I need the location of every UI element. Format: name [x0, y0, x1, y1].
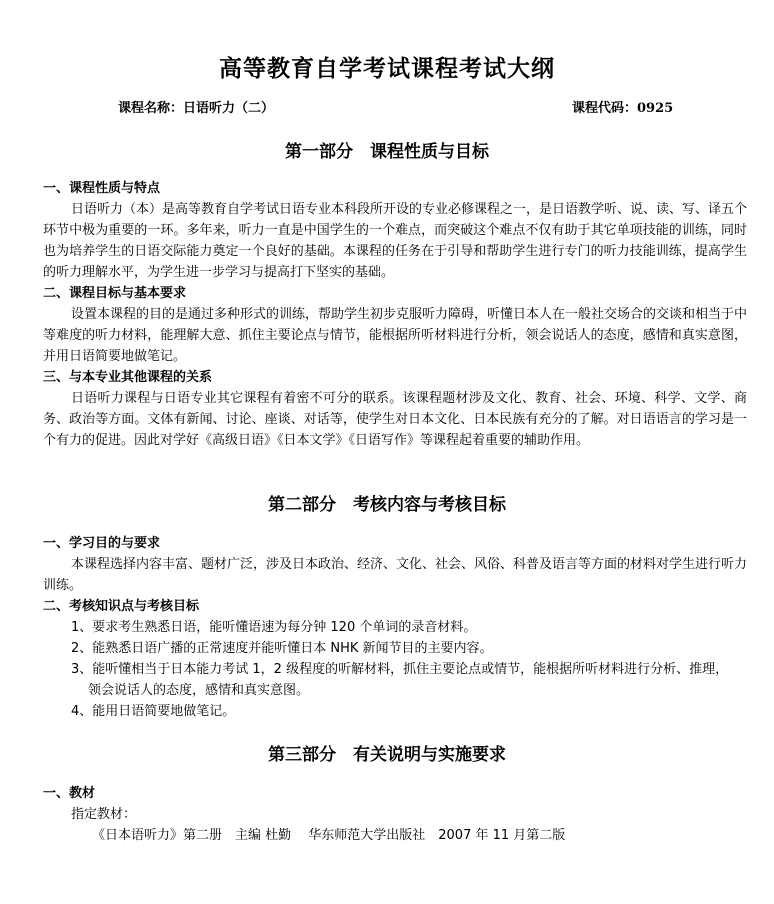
list-item — [71, 659, 747, 701]
part1-section2-heading: 二、课程目标与基本要求 — [43, 286, 187, 301]
textbook-label: 指定教材： — [71, 807, 137, 822]
list-item-continuation: 领会说话人的态度，感情和真实意图。 — [88, 683, 310, 698]
part2-section1-heading: 一、学习目的与要求 — [43, 536, 161, 551]
part1-section1-heading: 一、课程性质与特点 — [43, 181, 161, 196]
part2-heading: 第二部分 考核内容与考核目标 — [268, 495, 506, 515]
list-item: 1、要求考生熟悉日语，能听懂语速为每分钟 120 个单词的录音材料。 — [71, 620, 477, 635]
part2-section2-heading: 二、考核知识点与考核目标 — [43, 599, 200, 614]
part3-section1-heading: 一、教材 — [43, 786, 96, 801]
part2-section1-text: 本课程选择内容丰富、题材广泛，涉及日本政治、经济、文化、社会、风俗、科普及语言等方面的材料对学生进行听力训练。 — [43, 557, 748, 593]
part1-section3-heading: 三、与本专业其他课程的关系 — [43, 370, 213, 385]
textbook-entry: 《日本语听力》第二册 主编 杜勤 华东师范大学出版社 2007 年 11 月第二版 — [92, 828, 566, 843]
part3-heading: 第三部分 有关说明与实施要求 — [268, 745, 506, 765]
course-code: 课程代码：0925 — [572, 101, 674, 116]
document-title: 高等教育自学考试课程考试大纲 — [219, 55, 555, 82]
part1-heading: 第一部分 课程性质与目标 — [285, 142, 489, 162]
list-item-text: 3、能听懂相当于日本能力考试 1，2 级程度的听解材料，抓住主要论点或情节，能根据所听材料进行分析、推理， — [71, 662, 729, 677]
course-name: 课程名称：日语听力（二） — [118, 101, 275, 116]
part1-section2-text: 设置本课程的目的是通过多种形式的训练，帮助学生初步克服听力障碍，听懂日本人在一般社交场合的交谈和相当于中等难度的听力材料，能理解大意、抓住主要论点与情节，能根据所听材料进行分析，领会说话人的态度，感情和真实意图，并用日语简要地做笔记。 — [43, 307, 748, 364]
part1-section3-text: 日语听力课程与日语专业其它课程有着密不可分的联系。该课程题材涉及文化、教育、社会、环境、科学、文学、商务、政治等方面。文体有新闻、讨论、座谈、对话等，使学生对日本文化、日本民族有充分的了解。对日语语言的学习是一个有力的促进。因此对学好《高级日语》《日本文学》《日语写作》等课程起着重要的辅助作用。 — [43, 391, 747, 448]
part1-section1-text: 日语听力（本）是高等教育自学考试日语专业本科段所开设的专业必修课程之一，是日语教学听、说、读、写、译五个环节中极为重要的一环。多年来，听力一直是中国学生的一个难点，而突破这个难点不仅有助于其它单项技能的训练，同时也为培养学生的日语交际能力奠定一个良好的基础。本课程的任务在于引导和帮助学生进行专门的听力技能训练，提高学生的听力理解水平，为学生进一步学习与提高打下坚实的基础。 — [43, 202, 748, 280]
list-item: 4、能用日语简要地做笔记。 — [71, 704, 236, 719]
list-item: 2、能熟悉日语广播的正常速度并能听懂日本 NHK 新闻节目的主要内容。 — [71, 641, 493, 656]
